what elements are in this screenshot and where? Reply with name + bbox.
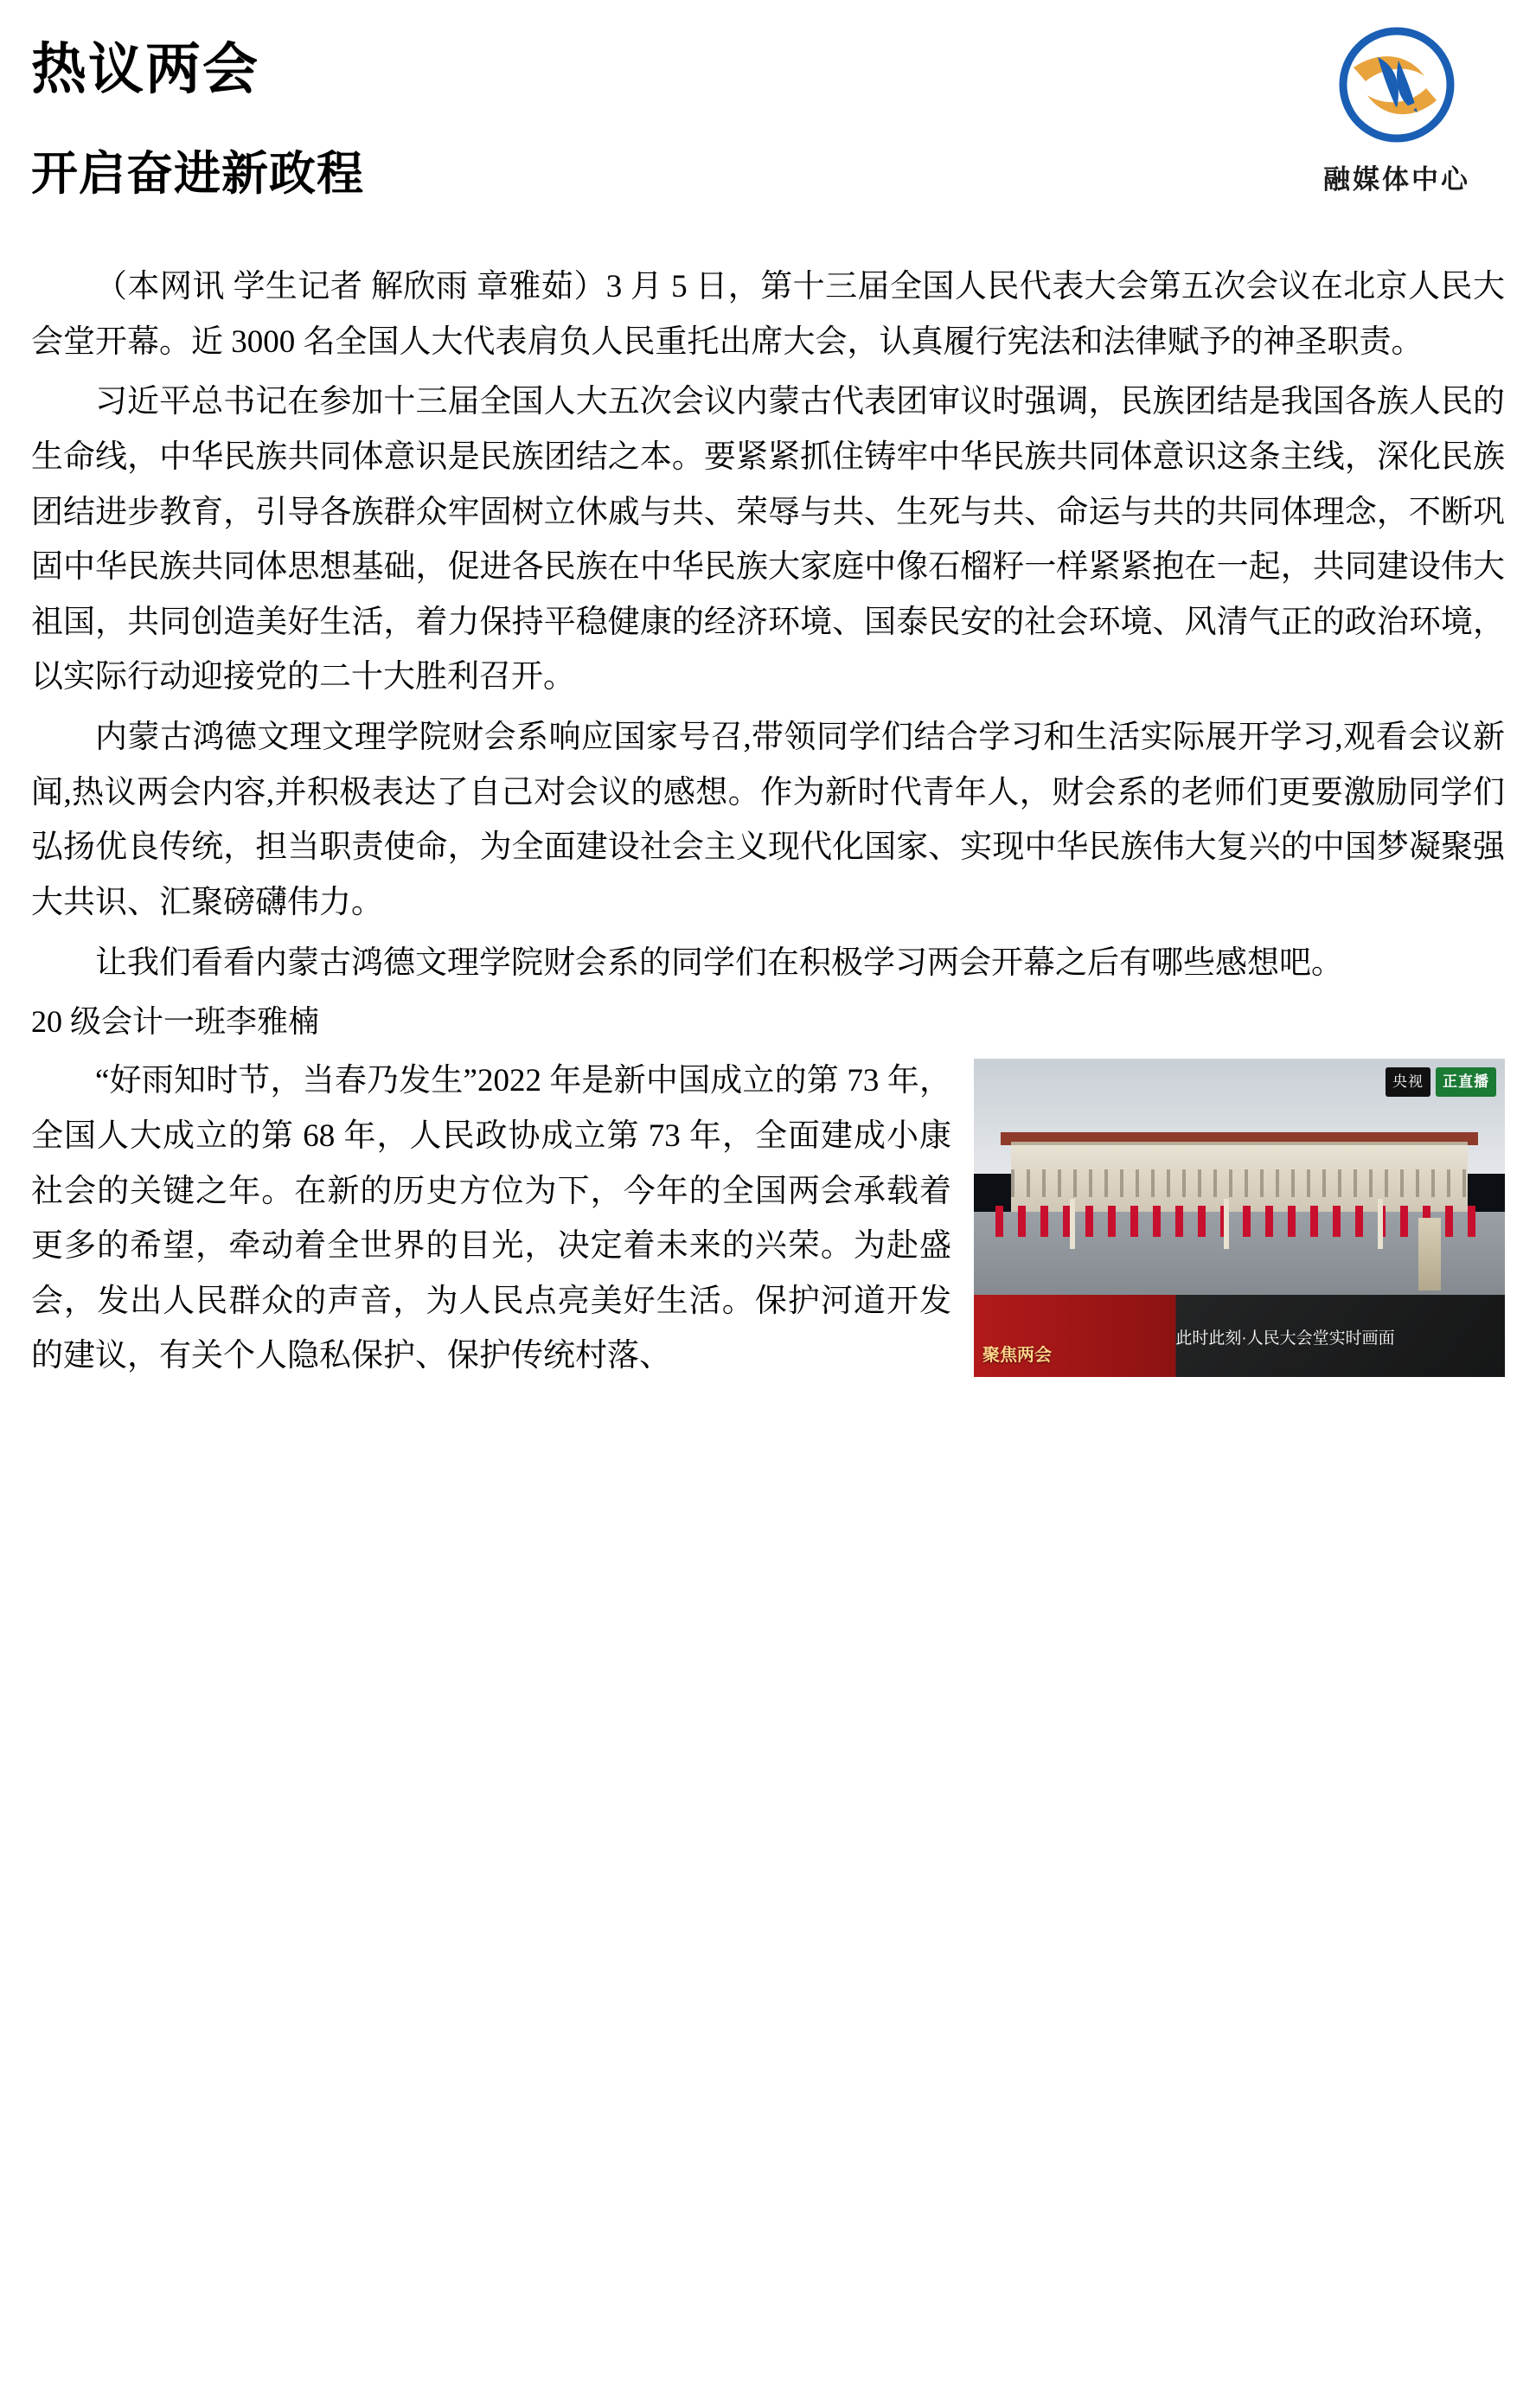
live-badge: 正直播 [1436,1067,1496,1096]
photo-caption: 此时此刻·人民大会堂实时画面 [1175,1329,1395,1348]
photo-flag-row [995,1206,1484,1238]
photo-lamp-post [1070,1199,1075,1249]
logo-text: 融媒体中心 [1323,164,1470,195]
article-body [31,259,1505,1389]
page-subtitle: 开启奋进新政程 [31,148,364,200]
photo-great-hall [1011,1142,1468,1215]
article-photo [974,1059,1505,1377]
photo-lamp-post [1224,1199,1229,1249]
photo-lamp-post [1378,1199,1383,1249]
paragraph-4: 让我们看看内蒙古鸿德文理学院财会系的同学们在积极学习两会开幕之后有哪些感想吧。 [95,945,1343,981]
broadcast-channel-label: 央视 [1386,1067,1430,1096]
photo-monument [1418,1218,1441,1290]
paragraph-2: 习近平总书记在参加十三届全国人大五次会议内蒙古代表团审议时强调，民族团结是我国各族人民的生命线，中华民族共同体意识是民族团结之本。要紧紧抓住铸牢中华民族共同体意识这条主线，深化民族团结进步教育，引导各族群众牢固树立休戚与共、荣辱与共、生死与共、命运与共的共同体理念，不断巩固中华民族共同体思想基础，促进各民族在中华民族大家庭中像石榴籽一样紧紧抱在一起，共同建设伟大祖国，共同创造美好生活，着力保持平稳健康的经济环境、国泰民安的社会环境、风清气正的政治环境，以实际行动迎接党的二十大胜利召开。 [31,384,1505,695]
paragraph-1: （本网讯 学生记者 解欣雨 章雅茹）3 月 5 日，第十三届全国人民代表大会第五次会议在北京人民大会堂开幕。近 3000 名全国人大代表肩负人民重托出席大会，认真履行宪法和法律赋予的神圣职责。 [31,269,1505,360]
page-title: 热议两会 [31,38,259,100]
document-header [31,26,1505,259]
quote-paragraph: “好雨知时节，当春乃发生”2022 年是新中国成立的第 73 年，全国人大成立的第 68 年，人民政协成立第 73 年，全面建成小康社会的关键之年。在新的历史方位为下，今年的全国两会承载着更多的希望，牵动着全世界的目光，决定着未来的兴荣。为赴盛会，发出人民群众的声音，为人民点亮美好生活。保护河道开发的建议，有关个人隐私保护、保护传统村落、 [31,1063,951,1374]
broadcast-bug [1386,1067,1496,1096]
paragraph-3: 内蒙古鸿德文理文理学院财会系响应国家号召,带领同学们结合学习和生活实际展开学习,观看会议新闻,热议两会内容,并积极表达了自己对会议的感想。作为新时代青年人，财会系的老师们更要激励同学们弘扬优良传统，担当职责使命，为全面建设社会主义现代化国家、实现中华民族伟大复兴的中国梦凝聚强大共识、汇聚磅礴伟力。 [31,720,1505,920]
photo-overlay-label: 聚焦两会 [982,1346,1052,1366]
student-byline: 20 级会计一班李雅楠 [31,1004,320,1040]
logo [1289,26,1505,208]
logo-mark-icon [1328,26,1466,156]
